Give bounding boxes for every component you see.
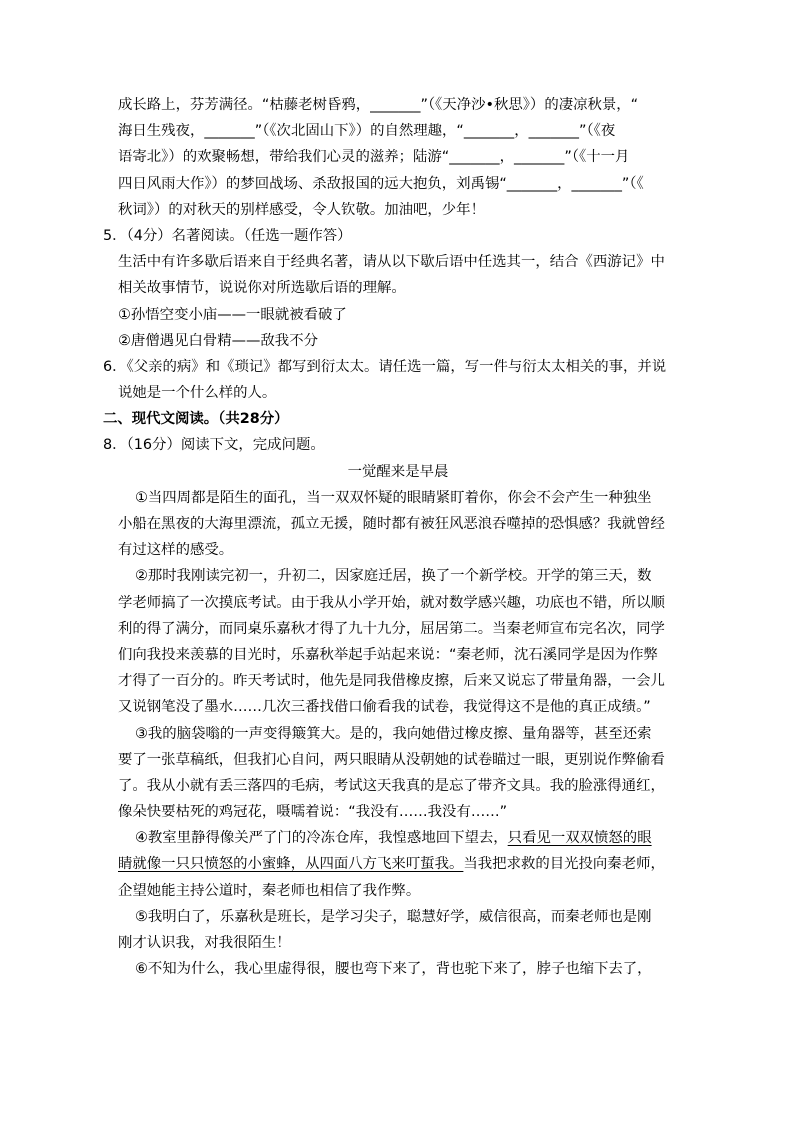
question-6-text: 6．《父亲的病》和《琐记》都写到衍太太。请任选一篇，写一件与衍太太相关的事，并说 <box>103 358 667 375</box>
paragraph-line: ③我的脑袋嗡的一声变得簸箕大。是的，我向她借过橡皮擦、量角器等，甚至还索 <box>135 725 652 742</box>
section-heading: 二、现代文阅读。（共28分） <box>103 411 289 428</box>
intro-line: 成长路上，芬芳满径。“枯藤老树昏鸦，_______”（《天净沙•秋思》）的凄凉秋景，“ <box>118 97 639 113</box>
paragraph-line: 像朵快要枯死的鸡冠花，嗫嚅着说：“我没有……我没有……” <box>118 804 508 821</box>
paragraph-line: 刚才认识我，对我很陌生！ <box>118 935 291 951</box>
intro-line: 秋词》）的对秋天的别样感受，令人钦敬。加油吧，少年！ <box>118 201 485 218</box>
paragraph-line: 有过这样的感受。 <box>118 542 234 559</box>
paragraph-line: ②那时我刚读完初一，升初二，因家庭迁居，换了一个新学校。开学的第三天，数 <box>135 568 652 585</box>
paragraph-line: ⑤我明白了，乐嘉秋是班长，是学习尖子，聪慧好学，威信很高，而秦老师也是刚 <box>135 908 652 925</box>
paragraph-4 <box>118 825 678 904</box>
intro-line: 海日生残夜，_______”（《次北固山下》）的自然理趣，“_______，_______”（《夜 <box>118 123 616 140</box>
underlined-text: 睛就像一只只愤怒的小蜜蜂，从四面八方飞来叮蜇我。 <box>118 856 464 873</box>
paragraph-line: ①当四周都是陌生的面孔，当一双双怀疑的眼睛紧盯着你，你会不会产生一种独坐 <box>135 489 652 506</box>
intro-line: 语寄北》）的欢聚畅想，带给我们心灵的滋养；陆游“_______，_______”（《十一月 <box>118 149 630 166</box>
paragraph-text: ④教室里静得像关严了门的冷冻仓库，我惶惑地回下望去， <box>135 830 508 847</box>
question-8-heading: 8．（16分）阅读下文，完成问题。 <box>103 437 325 454</box>
paragraph-6 <box>118 956 678 982</box>
paragraph-line: 企望她能主持公道时，秦老师也相信了我作弊。 <box>118 882 421 899</box>
paragraph-line: 才得了一百分的。昨天考试时，他先是同我借橡皮擦，后来又说忘了带量角器，一会儿 <box>118 673 665 690</box>
intro-line: 四日风雨大作》）的梦回战场、杀敌报国的远大抱负，刘禹锡“_______，_______”（《 <box>118 175 644 192</box>
paragraph-line <box>118 825 678 851</box>
question-5-option: ②唐僧遇见白骨精——敌我不分 <box>118 332 318 349</box>
paragraph-line: 要了一张草稿纸，但我扪心自问，两只眼睛从没朝她的试卷瞄过一眼，更别说作弊偷看 <box>118 751 665 768</box>
question-5-heading: 5．（4分）名著阅读。（任选一题作答） <box>103 227 352 244</box>
paragraph-1 <box>118 485 678 564</box>
underlined-text: 只看见一双双愤怒的眼 <box>507 830 652 847</box>
paragraph-line: 学老师搞了一次摸底考试。由于我从小学开始，就对数学感兴趣，功底也不错，所以顺 <box>118 594 665 611</box>
paragraph-line: 又说钢笔没了墨水……几次三番找借口偷看我的试卷，我觉得这不是他的真正成绩。” <box>118 699 651 716</box>
paragraph-line <box>118 851 678 877</box>
paragraph-3 <box>118 721 678 826</box>
paragraph-line: 小船在黑夜的大海里漂流，孤立无援，随时都有被狂风恶浪吞噬掉的恐惧感？我就曾经 <box>118 516 665 532</box>
question-6-text: 说她是一个什么样的人。 <box>118 385 277 402</box>
paragraph-2 <box>118 563 678 720</box>
document-content <box>103 92 678 982</box>
paragraph-text: 当我把求救的目光投向秦老师， <box>463 856 665 873</box>
article-title: 一觉醒来是早晨 <box>347 463 449 480</box>
paragraph-line: 利的得了满分，而同桌乐嘉秋才得了九十九分，屈居第二。当秦老师宣布完名次，同学 <box>118 620 665 637</box>
question-5-text: 相关故事情节，说说你对所选歇后语的理解。 <box>118 280 406 297</box>
paragraph-5 <box>118 904 678 956</box>
question-5-text: 生活中有许多歇后语来自于经典名著，请从以下歇后语中任选其一，结合《西游记》中 <box>118 254 665 271</box>
paragraph-line: 了。我从小就有丢三落四的毛病，考试这天我真的是忘了带齐文具。我的脸涨得通红， <box>118 777 665 794</box>
paragraph-line: ⑥不知为什么，我心里虚得很，腰也弯下来了，背也驼下来了，脖子也缩下去了， <box>135 961 652 978</box>
paragraph-line: 们向我投来羡慕的目光时，乐嘉秋举起手站起来说：“秦老师，沈石溪同学是因为作弊 <box>118 646 658 663</box>
question-5-option: ①孙悟空变小庙——一眼就被看破了 <box>118 306 347 323</box>
